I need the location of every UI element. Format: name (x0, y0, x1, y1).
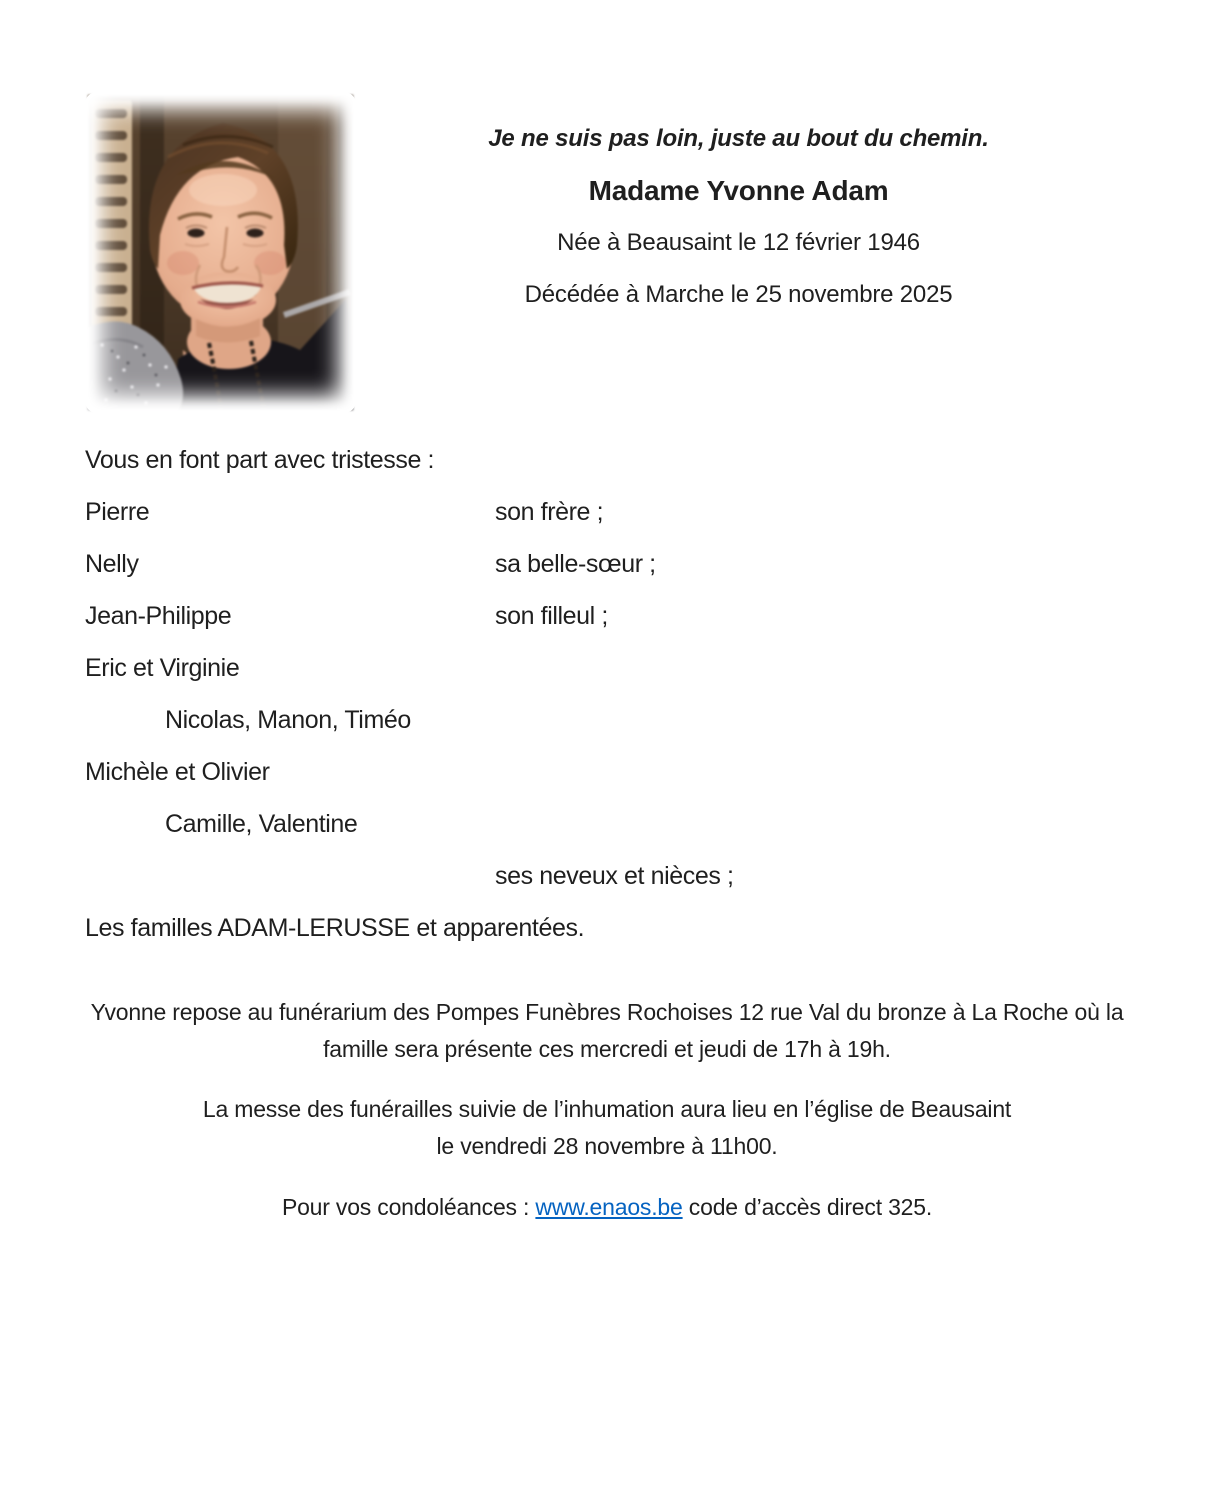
relative-relation (495, 694, 1124, 746)
enaos-link[interactable]: www.enaos.be (535, 1194, 683, 1220)
relative-names: Jean-Philippe (85, 602, 232, 630)
relative-row (85, 850, 1124, 902)
relative-names: Nicolas, Manon, Timéo (165, 706, 411, 734)
relative-names: Nelly (85, 550, 139, 578)
radiator (91, 100, 132, 327)
relative-row (85, 486, 1124, 538)
repose-line-1: Yvonne repose au funérarium des Pompes Funèbres Rochoises 12 rue Val du bronze à La Roche où la (90, 999, 1124, 1025)
portrait-photo-illustration (88, 95, 353, 410)
repose-line-2: famille sera présente ces mercredi et jeudi de 17h à 19h. (323, 1036, 891, 1062)
relative-row (85, 538, 1124, 590)
relative-names: Eric et Virginie (85, 654, 240, 682)
identity-block (353, 95, 1124, 410)
relative-relation: son filleul ; (495, 602, 608, 630)
header (0, 0, 1214, 410)
relative-names: Pierre (85, 498, 150, 526)
relative-row (85, 694, 1124, 746)
service-line-1: La messe des funérailles suivie de l’inhumation aura lieu en l’église de Beausaint (202, 1096, 1012, 1122)
family-announcement (85, 434, 1124, 954)
relative-row (85, 746, 1124, 798)
relative-row (85, 590, 1124, 642)
relative-relation (495, 746, 1124, 798)
announcement-intro: Vous en font part avec tristesse : (85, 446, 435, 474)
relative-relation: son frère ; (495, 498, 604, 526)
repose-notice (0, 994, 1214, 1068)
portrait-photo (88, 95, 353, 410)
service-notice (0, 1091, 1214, 1165)
relative-relation: ses neveux et nièces ; (495, 862, 734, 890)
death-line: Décédée à Marche le 25 novembre 2025 (524, 281, 953, 308)
birth-line: Née à Beausaint le 12 février 1946 (557, 229, 920, 256)
relative-names: Michèle et Olivier (85, 758, 270, 786)
relative-names: Camille, Valentine (165, 810, 358, 838)
service-line-2: le vendredi 28 novembre à 11h00. (436, 1133, 778, 1159)
deceased-name: Madame Yvonne Adam (588, 175, 889, 206)
relative-row (85, 642, 1124, 694)
relative-relation (495, 798, 1124, 850)
families-line: Les familles ADAM-LERUSSE et apparentées. (85, 914, 585, 942)
relative-relation (495, 642, 1124, 694)
epitaph-quote: Je ne suis pas loin, juste au bout du chemin. (488, 125, 989, 152)
relative-row (85, 798, 1124, 850)
funeral-notices (0, 994, 1214, 1226)
condolences-line (0, 1189, 1214, 1226)
relative-relation: sa belle-sœur ; (495, 550, 656, 578)
condolences-suffix: code d’accès direct 325. (682, 1194, 933, 1220)
relative-names (85, 850, 495, 902)
condolences-prefix: Pour vos condoléances : (281, 1194, 536, 1220)
